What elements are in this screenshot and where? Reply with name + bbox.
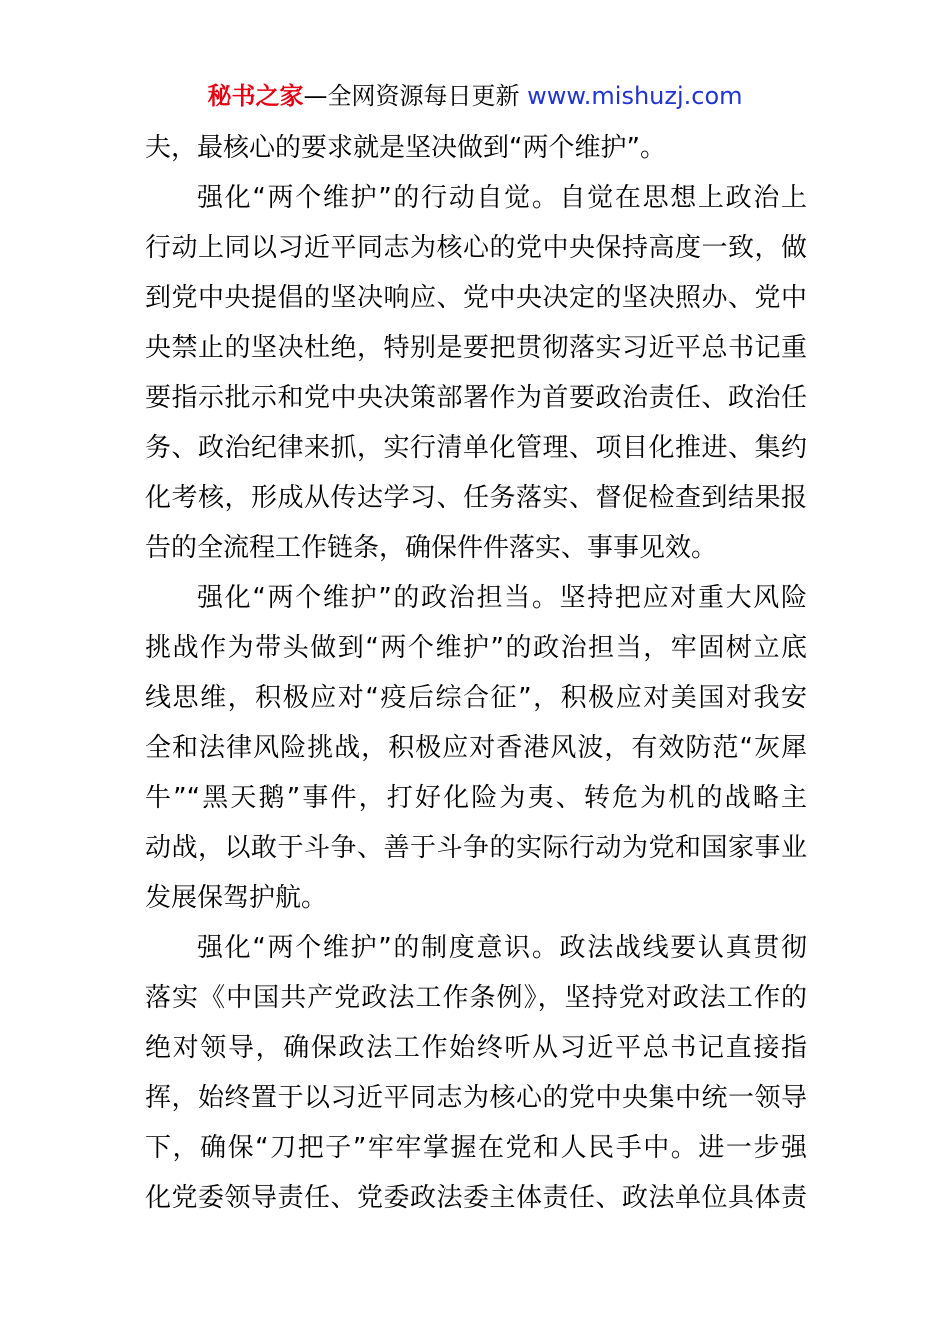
text-line: 挑战作为带头做到“两个维护”的政治担当，牢固树立底 [145, 633, 807, 663]
text-line: 线思维，积极应对“疫后综合征”，积极应对美国对我安 [145, 683, 807, 713]
brand-name: 秘书之家 [207, 82, 304, 110]
text-line: 绝对领导，确保政法工作始终听从习近平总书记直接指 [145, 1033, 807, 1063]
text-line: 动战，以敢于斗争、善于斗争的实际行动为党和国家事业 [145, 833, 807, 863]
text-line: 要指示批示和党中央决策部署作为首要政治责任、政治任 [145, 383, 807, 413]
text-line: 强化“两个维护”的行动自觉。自觉在思想上政治上 [197, 183, 807, 213]
text-line: 化考核，形成从传达学习、任务落实、督促检查到结果报 [145, 483, 807, 513]
text-line: 牛”“黑天鹅”事件，打好化险为夷、转危为机的战略主 [145, 783, 807, 813]
text-line: 央禁止的坚决杜绝，特别是要把贯彻落实习近平总书记重 [145, 333, 807, 363]
text-line: 化党委领导责任、党委政法委主体责任、政法单位具体责 [145, 1183, 807, 1213]
text-line: 发展保驾护航。 [145, 883, 328, 913]
site-url-link[interactable]: www.mishuzj.com [527, 82, 743, 110]
text-line: 告的全流程工作链条，确保件件落实、事事见效。 [145, 533, 718, 563]
text-line: 强化“两个维护”的政治担当。坚持把应对重大风险 [197, 583, 807, 613]
text-line: 强化“两个维护”的制度意识。政法战线要认真贯彻 [197, 933, 807, 963]
text-line: 全和法律风险挑战，积极应对香港风波，有效防范“灰犀 [145, 733, 807, 763]
document-body [145, 123, 807, 1223]
text-line: 务、政治纪律来抓，实行清单化管理、项目化推进、集约 [145, 433, 807, 463]
text-line: 到党中央提倡的坚决响应、党中央决定的坚决照办、党中 [145, 283, 807, 313]
text-line: 下，确保“刀把子”牢牢掌握在党和人民手中。进一步强 [145, 1133, 807, 1163]
text-line: 挥，始终置于以习近平同志为核心的党中央集中统一领导 [145, 1083, 807, 1113]
text-line: 落实《中国共产党政法工作条例》，坚持党对政法工作的 [145, 983, 807, 1013]
text-line: 夫，最核心的要求就是坚决做到“两个维护”。 [145, 133, 666, 163]
site-header [0, 80, 950, 112]
text-line: 行动上同以习近平同志为核心的党中央保持高度一致，做 [145, 233, 807, 263]
header-tagline: —全网资源每日更新 [303, 82, 520, 110]
